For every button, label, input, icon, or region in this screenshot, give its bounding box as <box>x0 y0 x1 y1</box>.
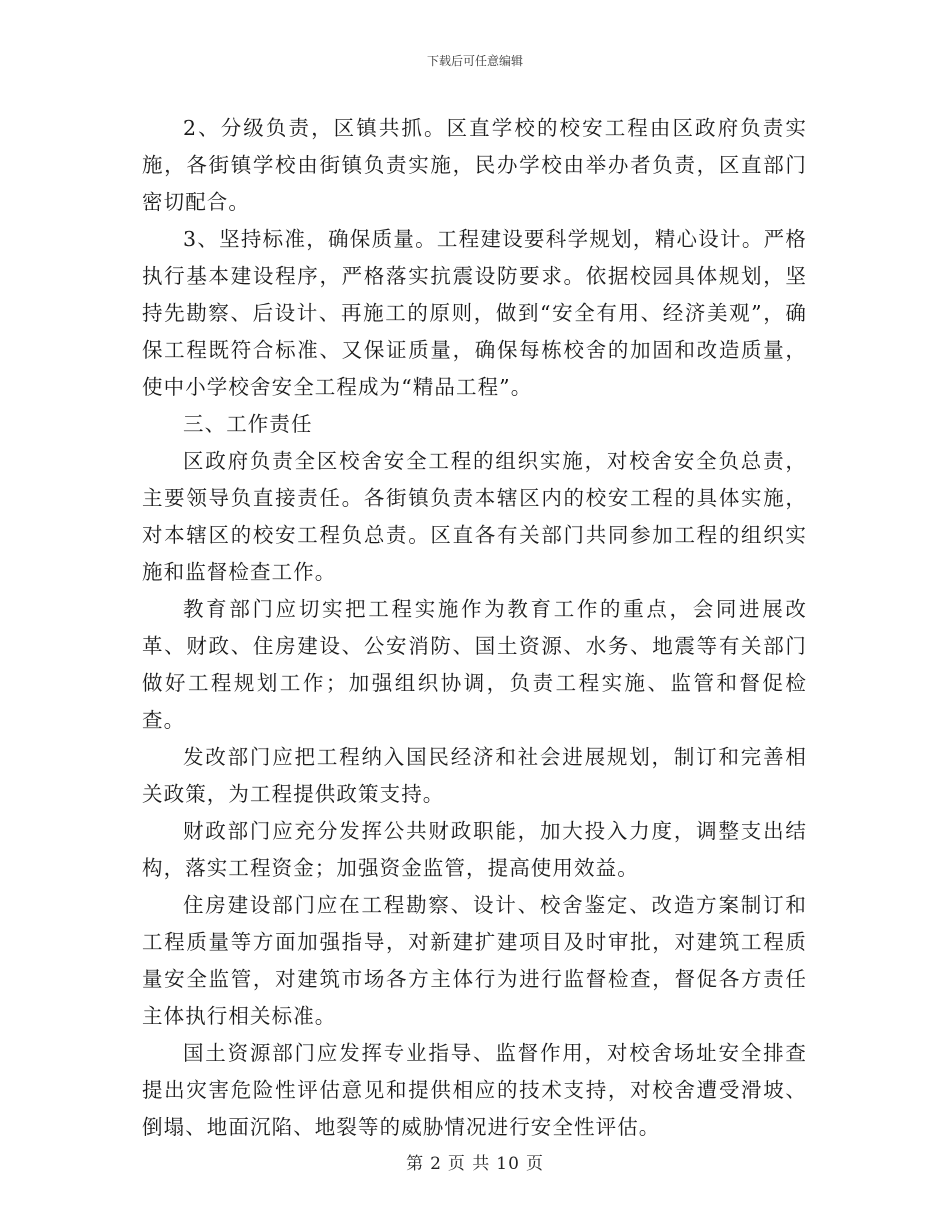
paragraph-6: 财政部门应充分发挥公共财政职能，加大投入力度，调整支出结构，落实工程资金；加强资金监管，提高使用效益。 <box>142 819 807 880</box>
section-heading: 三、工作责任 <box>183 412 313 436</box>
footer-prefix: 第 <box>406 1154 425 1174</box>
paragraph-3: 区政府负责全区校舍安全工程的组织实施，对校舍安全负总责，主要领导负直接责任。各街镇负责本辖区内的校安工程的具体实施，对本辖区的校安工程负总责。区直各有关部门共同参加工程的组织实施和监督检查工作。 <box>142 449 807 584</box>
footer-middle: 页 共 <box>447 1154 491 1174</box>
paragraph-7: 住房建设部门应在工程勘察、设计、校舍鉴定、改造方案制订和工程质量等方面加强指导，对新建扩建项目及时审批，对建筑工程质量安全监管，对建筑市场各方主体行为进行监督检查，督促各方责任主体执行相关标准。 <box>142 893 807 1028</box>
page-header <box>0 53 950 69</box>
paragraph-2: 3、坚持标准，确保质量。工程建设要科学规划，精心设计。严格执行基本建设程序，严格落实抗震设防要求。依据校园具体规划，坚持先勘察、后设计、再施工的原则，做到“安全有用、经济美观”，确保工程既符合标准、又保证质量，确保每栋校舍的加固和改造质量，使中小学校舍安全工程成为“精品工程”。 <box>142 227 807 399</box>
paragraph-1: 2、分级负责，区镇共抓。区直学校的校安工程由区政府负责实施，各街镇学校由街镇负责实施，民办学校由举办者负责，区直部门密切配合。 <box>142 116 807 214</box>
paragraph-5: 发改部门应把工程纳入国民经济和社会进展规划，制订和完善相关政策，为工程提供政策支持。 <box>142 745 807 806</box>
document-body <box>142 110 807 1146</box>
paragraph-8: 国土资源部门应发挥专业指导、监督作用，对校舍场址安全排查提出灾害危险性评估意见和提供相应的技术支持，对校舍遭受滑坡、倒塌、地面沉陷、地裂等的威胁情况进行安全性评估。 <box>142 1041 807 1139</box>
paragraph-4: 教育部门应切实把工程实施作为教育工作的重点，会同进展改革、财政、住房建设、公安消防、国土资源、水务、地震等有关部门做好工程规划工作；加强组织协调，负责工程实施、监管和督促检查。 <box>142 597 807 732</box>
footer-suffix: 页 <box>525 1154 544 1174</box>
page-footer <box>0 1153 950 1175</box>
footer-total-pages: 10 <box>496 1154 520 1174</box>
footer-page-number: 2 <box>430 1154 442 1174</box>
header-text: 下载后可任意编辑 <box>426 54 523 68</box>
